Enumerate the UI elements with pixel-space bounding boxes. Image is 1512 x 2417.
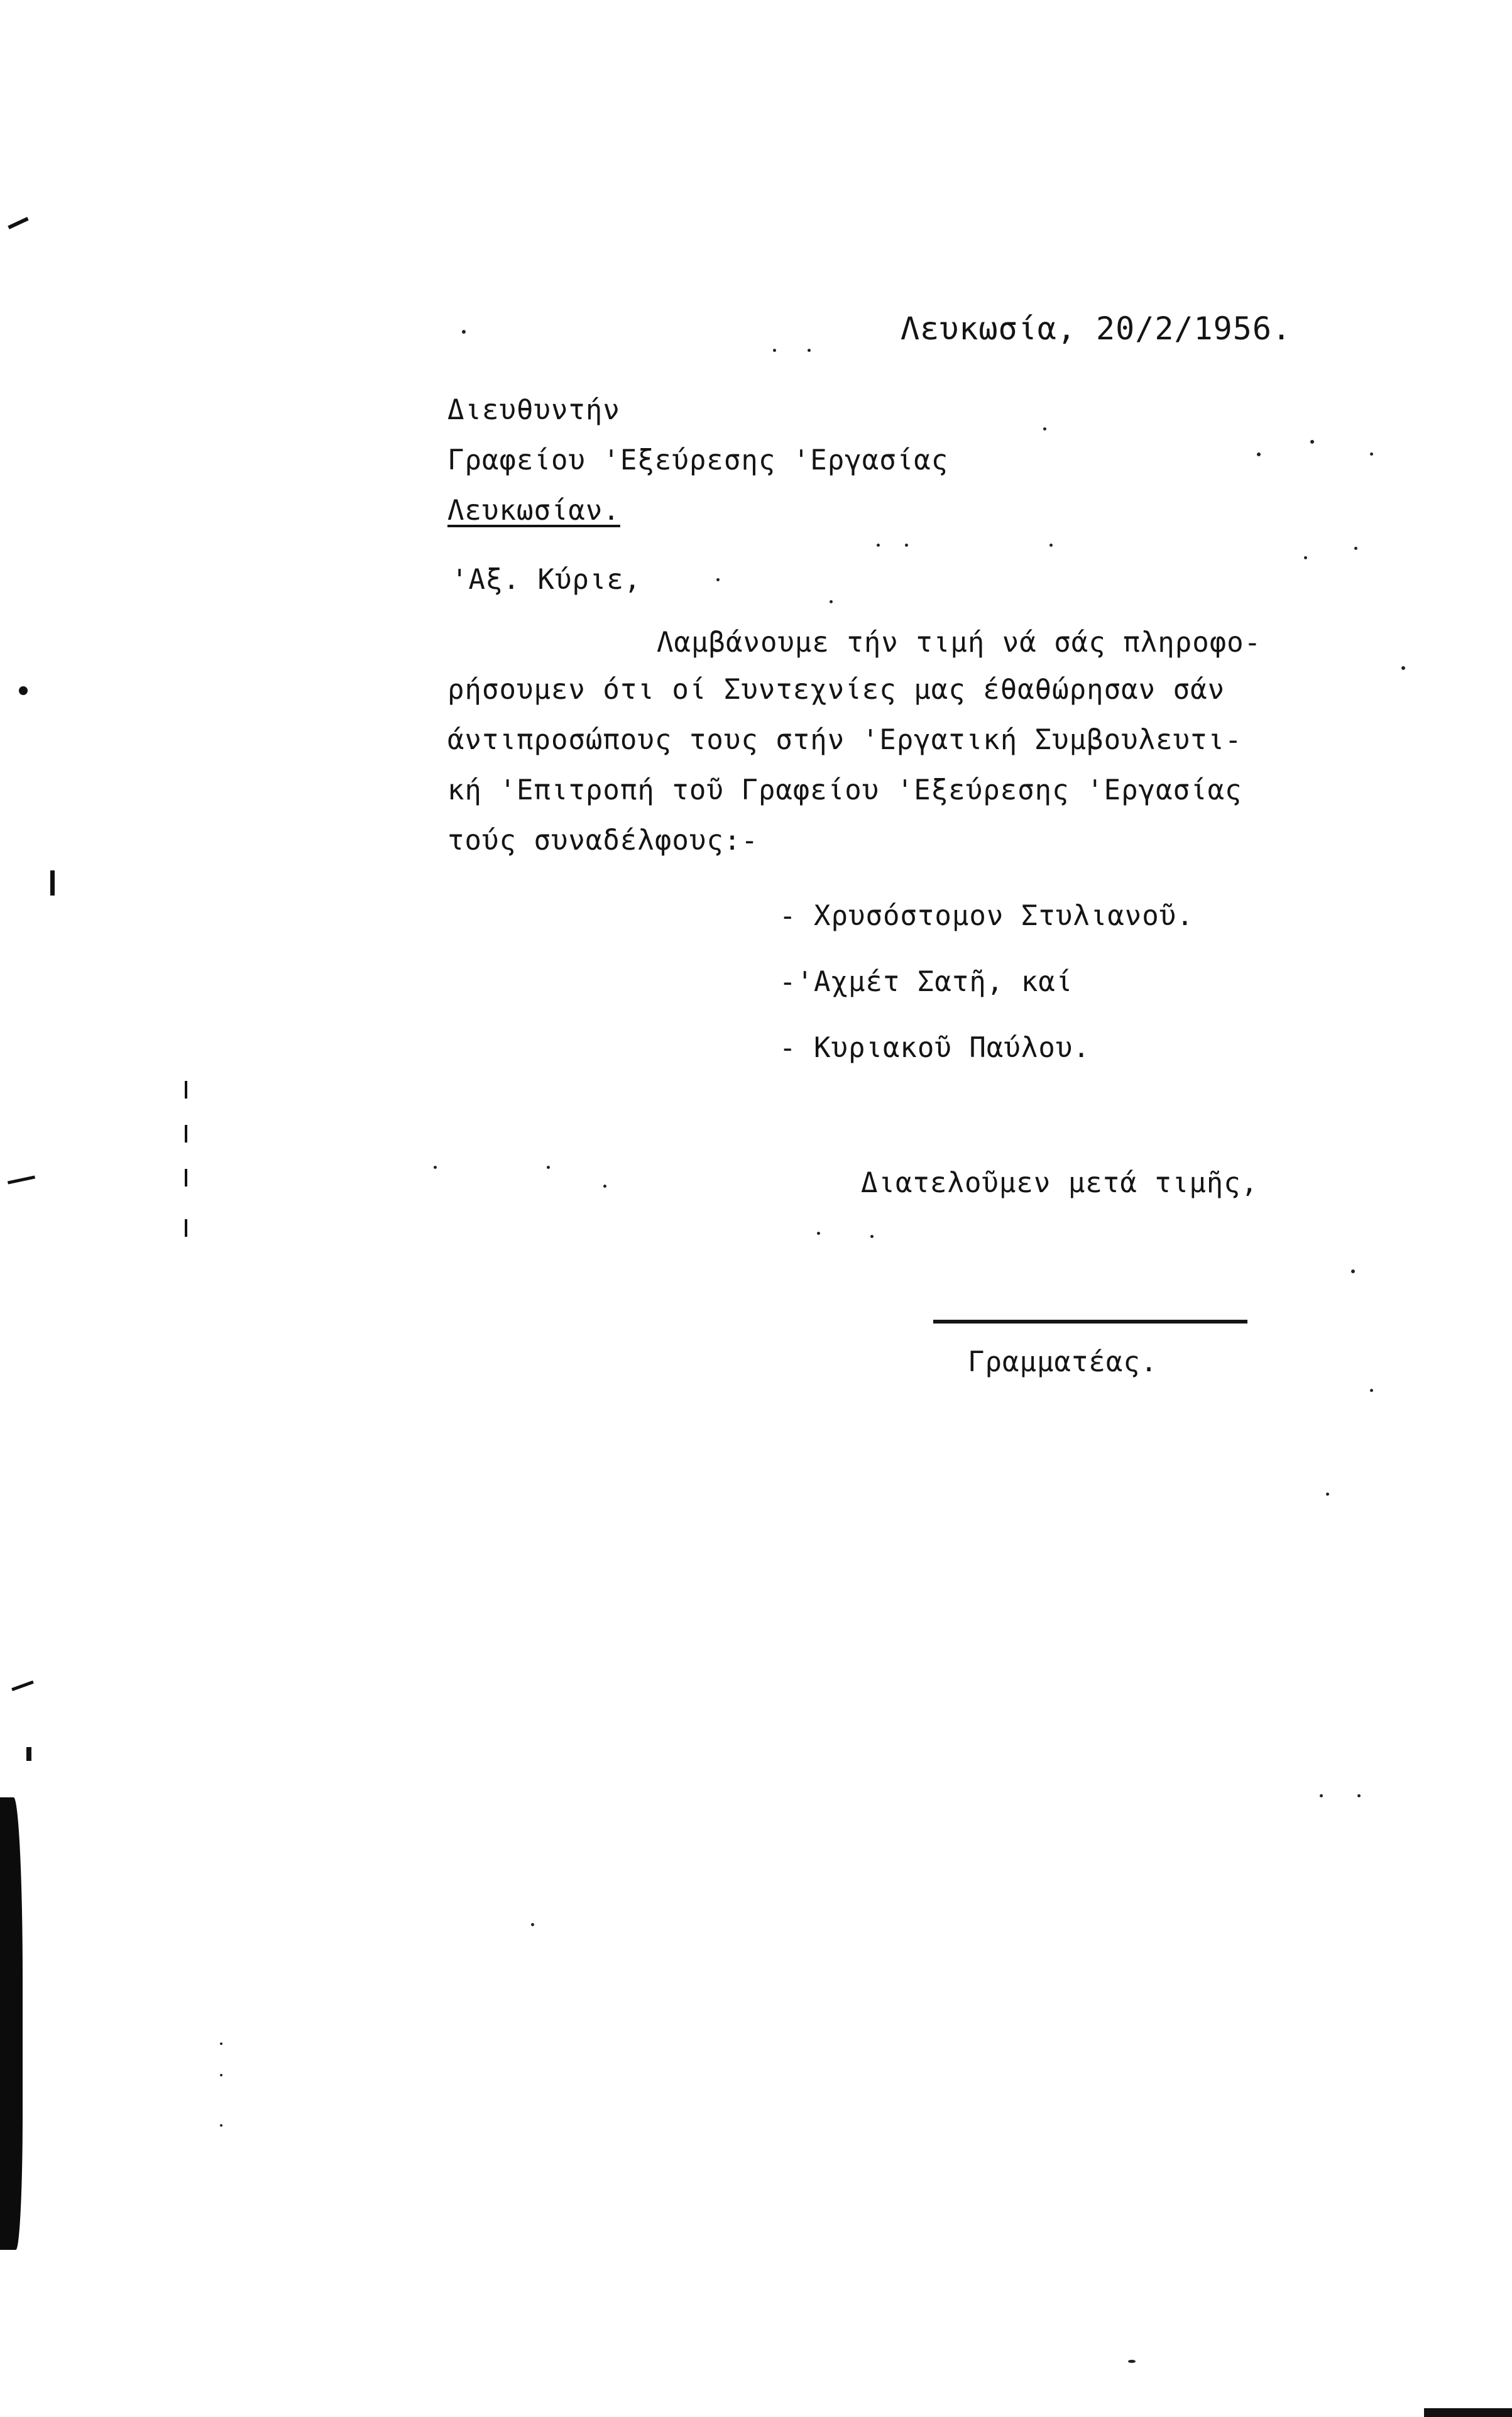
speck bbox=[808, 349, 811, 352]
body-line-4: κή 'Επιτροπή τοῦ Γραφείου 'Εξεύρεσης 'Εργασίας bbox=[447, 774, 1242, 806]
scan-mark bbox=[19, 686, 28, 695]
speck bbox=[547, 1166, 550, 1169]
speck bbox=[1354, 547, 1357, 550]
delegate-name-3: - Κυριακοῦ Παύλου. bbox=[779, 1032, 1090, 1064]
speck bbox=[1357, 1794, 1361, 1797]
speck bbox=[1043, 427, 1046, 430]
body-line-2: ρήσουμεν ότι οί Συντεχνίες μας έθαθώρησαν σάν bbox=[447, 674, 1225, 706]
scan-mark bbox=[185, 1081, 187, 1099]
scan-mark bbox=[8, 1175, 35, 1184]
scan-mark bbox=[185, 1169, 187, 1187]
speck bbox=[870, 1235, 874, 1238]
speck bbox=[905, 544, 908, 547]
salutation: 'Αξ. Κύριε, bbox=[451, 564, 642, 596]
speck bbox=[1257, 452, 1261, 456]
recipient-line-1: Διευθυντήν bbox=[447, 394, 620, 426]
scan-mark bbox=[185, 1219, 187, 1237]
signature-line bbox=[933, 1320, 1247, 1324]
speck bbox=[1370, 452, 1373, 456]
speck bbox=[220, 2042, 222, 2045]
speck bbox=[1351, 1269, 1355, 1273]
speck bbox=[1401, 666, 1405, 670]
scan-mark bbox=[185, 1125, 187, 1143]
speck bbox=[1326, 1493, 1329, 1496]
speck bbox=[1304, 556, 1307, 559]
speck bbox=[220, 2124, 222, 2127]
letter-date: Λευκωσία, 20/2/1956. bbox=[901, 310, 1292, 347]
recipient-line-3: Λευκωσίαν. bbox=[447, 495, 620, 527]
speck bbox=[1128, 2360, 1136, 2363]
scan-edge-shadow bbox=[1424, 2408, 1512, 2417]
signature-title: Γραμματέας. bbox=[968, 1346, 1158, 1378]
body-line-3: άντιπροσώπους τους στήν 'Εργατική Συμβουλευτι- bbox=[447, 724, 1242, 756]
closing-phrase: Διατελοῦμεν μετά τιμῆς, bbox=[861, 1167, 1259, 1199]
scan-mark bbox=[26, 1747, 31, 1761]
body-line-1: Λαμβάνουμε τήν τιμή νά σάς πληροφο- bbox=[657, 627, 1262, 659]
speck bbox=[531, 1923, 534, 1926]
speck bbox=[462, 330, 466, 334]
scan-mark bbox=[8, 217, 28, 229]
scan-mark bbox=[11, 1680, 34, 1691]
speck bbox=[877, 544, 880, 547]
speck bbox=[716, 578, 720, 581]
delegate-name-1: - Χρυσόστομον Στυλιανοῦ. bbox=[779, 900, 1194, 932]
speck bbox=[1320, 1794, 1323, 1797]
speck bbox=[1049, 544, 1053, 547]
speck bbox=[1370, 1389, 1373, 1392]
body-line-5: τούς συναδέλφους:- bbox=[447, 825, 759, 857]
scan-edge-shadow bbox=[0, 1797, 23, 2250]
speck bbox=[830, 600, 833, 603]
speck bbox=[1310, 440, 1314, 444]
speck bbox=[817, 1232, 820, 1235]
speck bbox=[773, 349, 776, 352]
recipient-line-2: Γραφείου 'Εξεύρεσης 'Εργασίας bbox=[447, 444, 949, 476]
speck bbox=[603, 1185, 606, 1188]
scan-mark bbox=[50, 870, 55, 896]
speck bbox=[220, 2074, 222, 2076]
speck bbox=[434, 1166, 437, 1169]
delegate-name-2: -'Αχμέτ Σατῆ, καί bbox=[779, 966, 1073, 998]
